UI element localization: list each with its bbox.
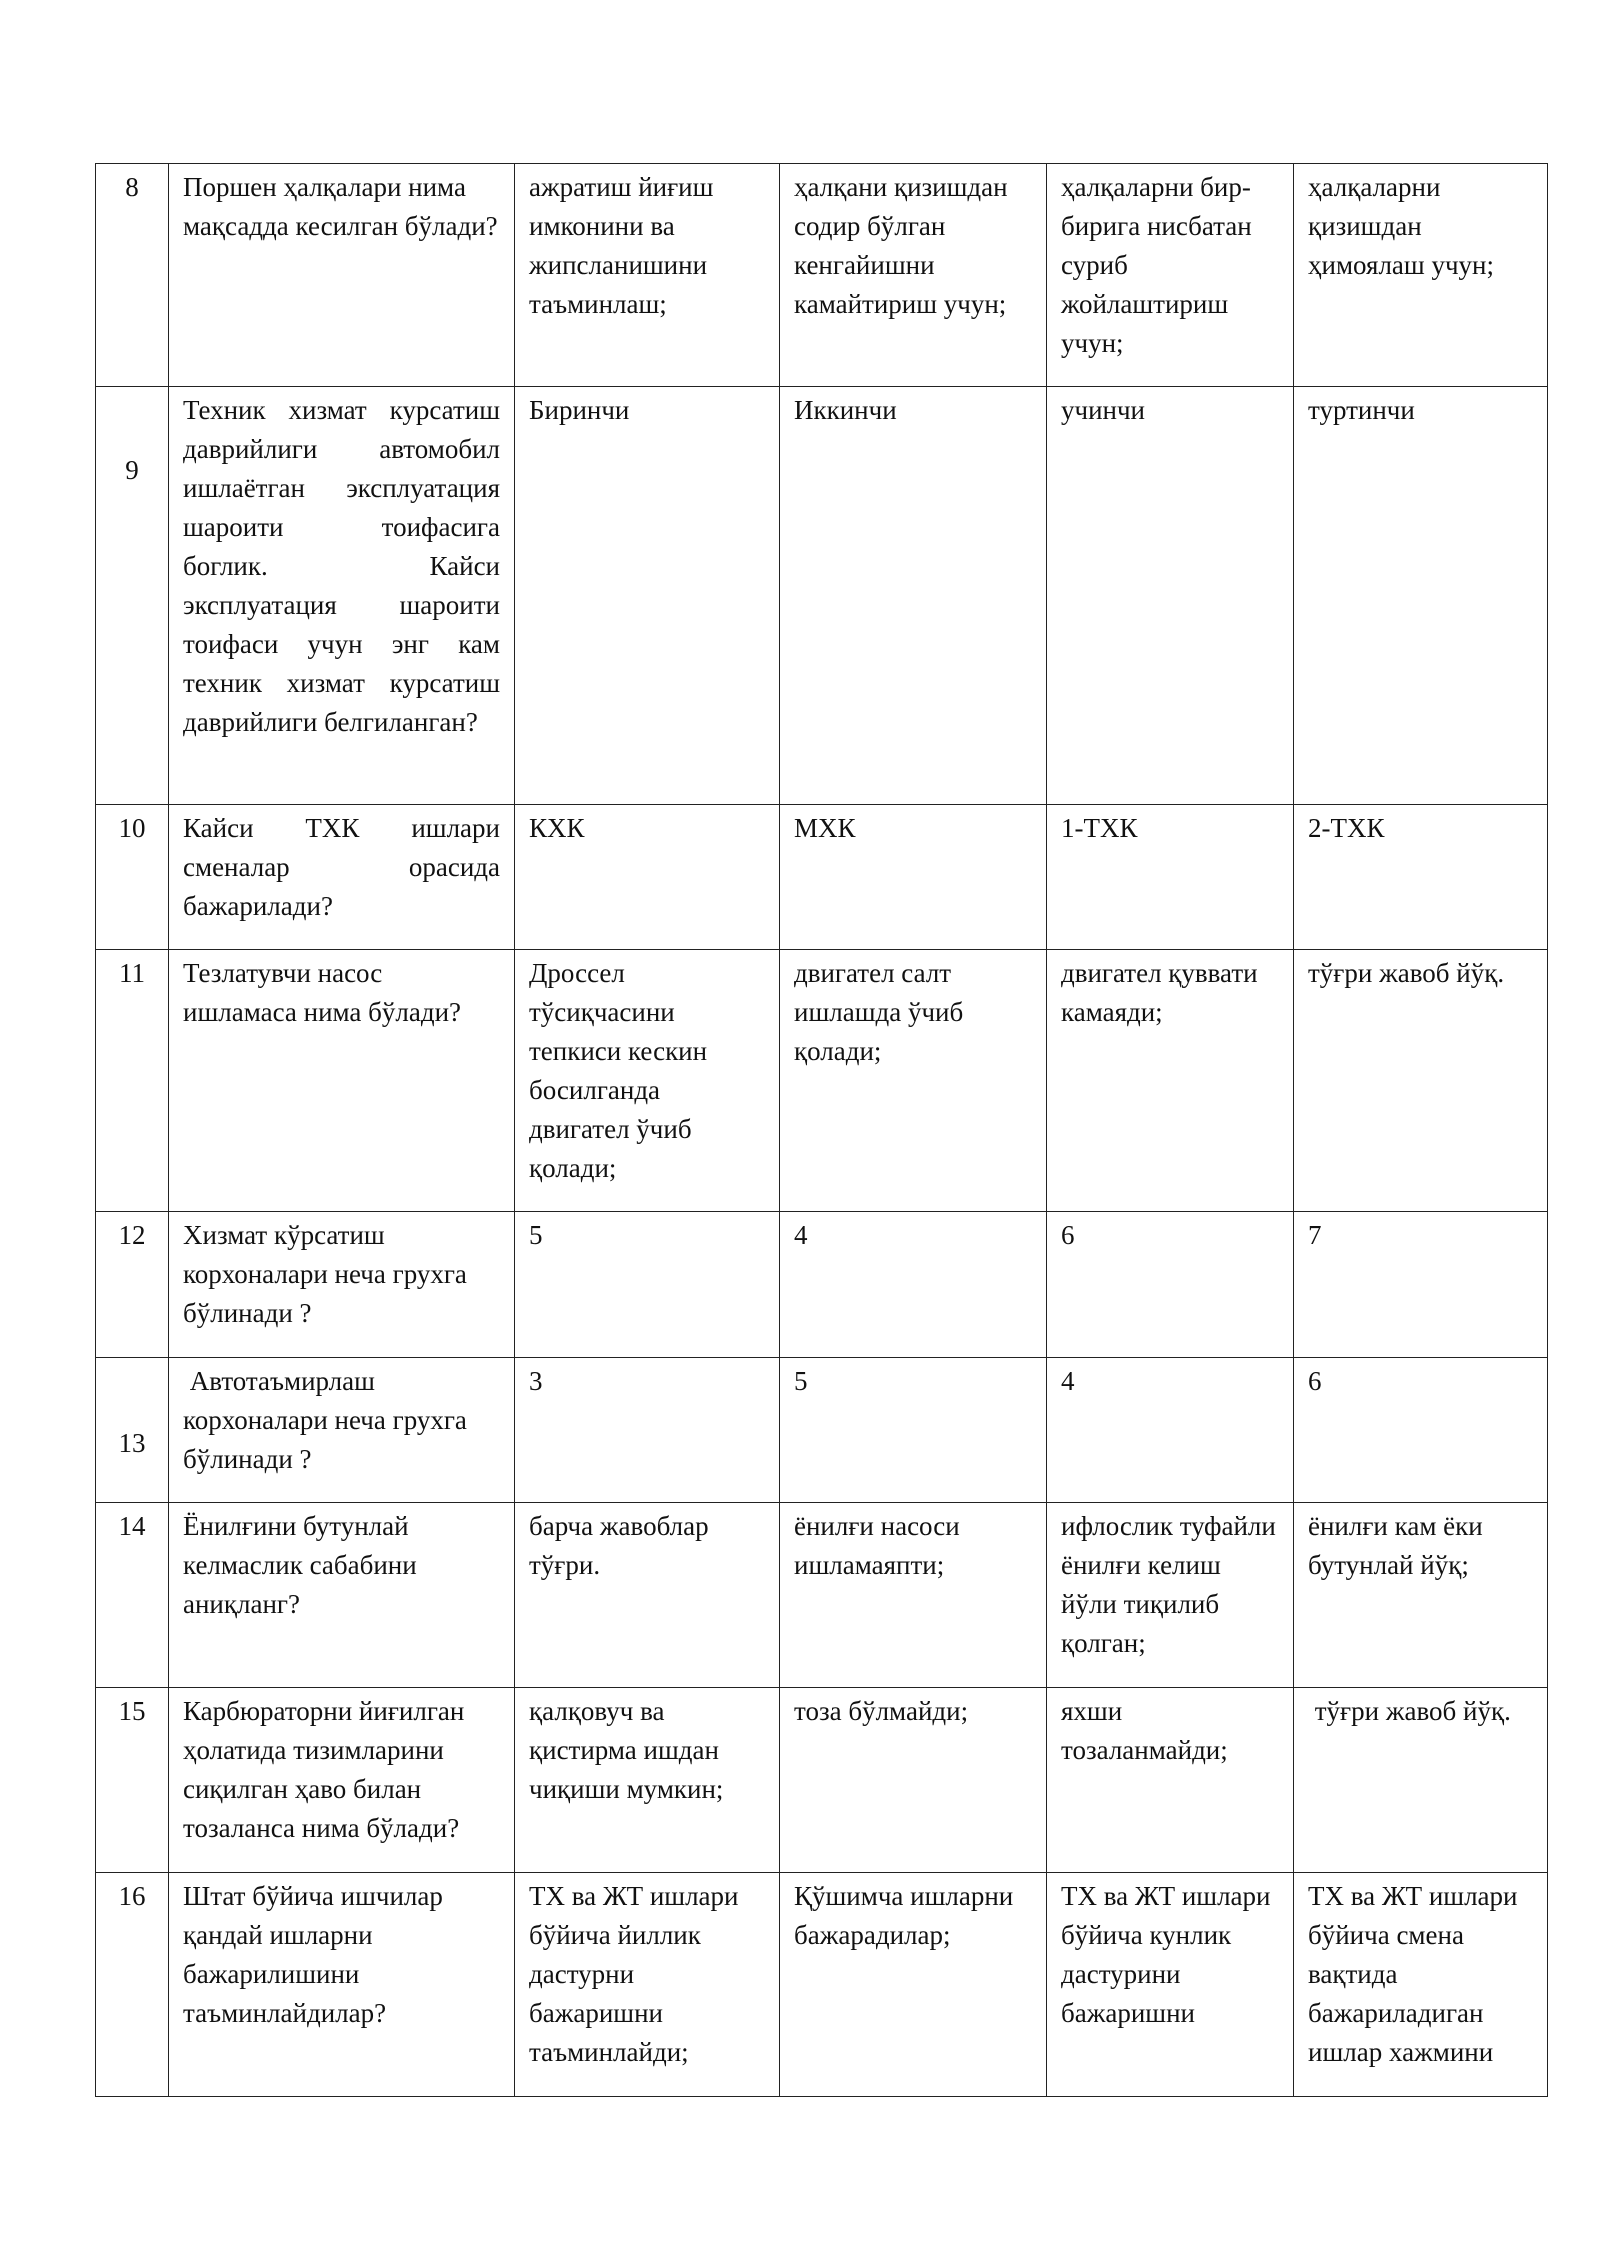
answer-option: ҳалқаларни бир-бирига нисбатан суриб жойлаштириш учун; bbox=[1047, 164, 1294, 387]
answer-option: двигател салт ишлашда ўчиб қолади; bbox=[780, 950, 1047, 1212]
answer-option: ёнилғи кам ёки бутунлай йўқ; bbox=[1294, 1503, 1548, 1688]
answer-option: тўғри жавоб йўқ. bbox=[1294, 1688, 1548, 1873]
answer-option: 5 bbox=[515, 1212, 780, 1358]
answer-option: Дроссел тўсиқчасини тепкиси кескин босилганда двигател ўчиб қолади; bbox=[515, 950, 780, 1212]
question-text: Штат бўйича ишчилар қандай ишларни бажарилишини таъминлайдилар? bbox=[169, 1873, 515, 2097]
question-text: Ёнилғини бутунлай келмаслик сабабини аниқланг? bbox=[169, 1503, 515, 1688]
question-number: 15 bbox=[96, 1688, 169, 1873]
answer-option: 4 bbox=[780, 1212, 1047, 1358]
question-number: 16 bbox=[96, 1873, 169, 2097]
answer-option: Қўшимча ишларни бажарадилар; bbox=[780, 1873, 1047, 2097]
question-text: Тезлатувчи насос ишламаса нима бўлади? bbox=[169, 950, 515, 1212]
table-row bbox=[96, 1212, 1548, 1358]
answer-option: 6 bbox=[1047, 1212, 1294, 1358]
answer-option: ТХ ва ЖТ ишлари бўйича смена вақтида бажариладиган ишлар хажмини bbox=[1294, 1873, 1548, 2097]
answer-option: ёнилғи насоси ишламаяпти; bbox=[780, 1503, 1047, 1688]
answer-option: тўғри жавоб йўқ. bbox=[1294, 950, 1548, 1212]
answer-option: двигател қуввати камаяди; bbox=[1047, 950, 1294, 1212]
answer-option: қалқовуч ва қистирма ишдан чиқиши мумкин; bbox=[515, 1688, 780, 1873]
question-text: Кайси ТХК ишлари сменалар орасида бажарилади? bbox=[169, 805, 515, 950]
table-row bbox=[96, 1873, 1548, 2097]
answer-option: тоза бўлмайди; bbox=[780, 1688, 1047, 1873]
answer-option: 1-ТХК bbox=[1047, 805, 1294, 950]
table-row bbox=[96, 164, 1548, 387]
answer-option: ТХ ва ЖТ ишлари бўйича йиллик дастурни бажаришни таъминлайди; bbox=[515, 1873, 780, 2097]
question-number: 8 bbox=[96, 164, 169, 387]
question-number: 12 bbox=[96, 1212, 169, 1358]
answer-option: ажратиш йиғиш имконини ва жипсланишини таъминлаш; bbox=[515, 164, 780, 387]
question-text: Хизмат кўрсатиш корхоналари неча грухга бўлинади ? bbox=[169, 1212, 515, 1358]
answer-option: 3 bbox=[515, 1358, 780, 1503]
table-row bbox=[96, 1503, 1548, 1688]
table-row bbox=[96, 1358, 1548, 1503]
question-text: Карбюраторни йиғилган ҳолатида тизимларини сиқилган ҳаво билан тозаланса нима бўлади? bbox=[169, 1688, 515, 1873]
answer-option: туртинчи bbox=[1294, 387, 1548, 805]
quiz-table bbox=[95, 163, 1548, 2097]
answer-option: учинчи bbox=[1047, 387, 1294, 805]
question-number: 13 bbox=[96, 1358, 169, 1503]
table-row bbox=[96, 805, 1548, 950]
question-number: 11 bbox=[96, 950, 169, 1212]
answer-option: 2-ТХК bbox=[1294, 805, 1548, 950]
table-row bbox=[96, 1688, 1548, 1873]
answer-option: 5 bbox=[780, 1358, 1047, 1503]
answer-option: Иккинчи bbox=[780, 387, 1047, 805]
answer-option: ҳалқаларни қизишдан ҳимоялаш учун; bbox=[1294, 164, 1548, 387]
question-text: Поршен ҳалқалари нима мақсадда кесилган бўлади? bbox=[169, 164, 515, 387]
answer-option: КХК bbox=[515, 805, 780, 950]
answer-option: Биринчи bbox=[515, 387, 780, 805]
question-text: Техник хизмат курсатиш даврийлиги автомобил ишлаётган эксплуатация шароити тоифасига боглик. Кайси эксплуатация шароити тоифаси учун энг кам техник хизмат курсатиш даврийлиги белгиланган? bbox=[169, 387, 515, 805]
question-text: Автотаъмирлаш корхоналари неча грухга бўлинади ? bbox=[169, 1358, 515, 1503]
answer-option: ифлослик туфайли ёнилғи келиш йўли тиқилиб қолган; bbox=[1047, 1503, 1294, 1688]
question-number: 14 bbox=[96, 1503, 169, 1688]
question-number: 10 bbox=[96, 805, 169, 950]
answer-option: 7 bbox=[1294, 1212, 1548, 1358]
answer-option: ҳалқани қизишдан содир бўлган кенгайишни камайтириш учун; bbox=[780, 164, 1047, 387]
question-number: 9 bbox=[96, 387, 169, 805]
answer-option: яхши тозаланмайди; bbox=[1047, 1688, 1294, 1873]
answer-option: 4 bbox=[1047, 1358, 1294, 1503]
answer-option: ТХ ва ЖТ ишлари бўйича кунлик дастурини бажаришни bbox=[1047, 1873, 1294, 2097]
answer-option: барча жавоблар тўғри. bbox=[515, 1503, 780, 1688]
table-row bbox=[96, 950, 1548, 1212]
answer-option: 6 bbox=[1294, 1358, 1548, 1503]
answer-option: МХК bbox=[780, 805, 1047, 950]
table-row bbox=[96, 387, 1548, 805]
